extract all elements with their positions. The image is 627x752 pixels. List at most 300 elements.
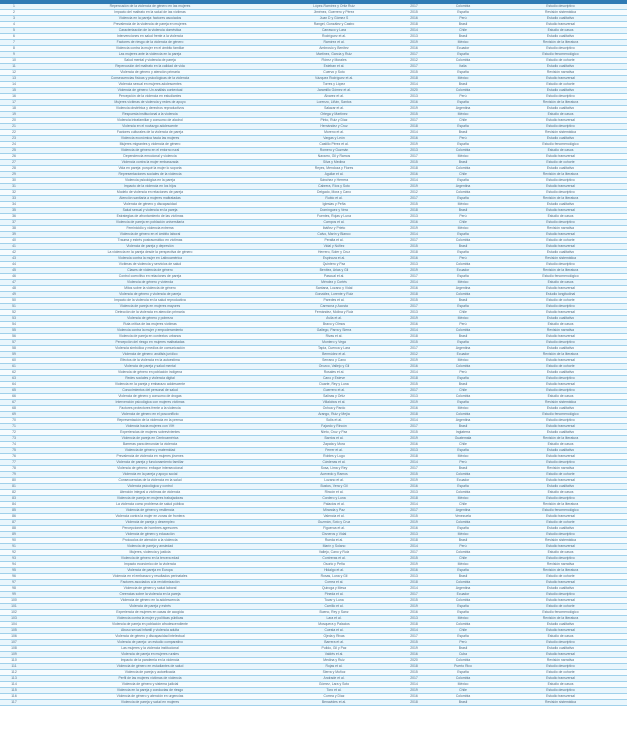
cell-country: Guatemala (432, 436, 494, 442)
cell-study-type: Revisión sistemática (494, 10, 627, 16)
cell-year: 2016 (396, 322, 432, 328)
cell-year: 2017 (396, 550, 432, 556)
cell-authors: Bueno, Rey y Sanz (272, 610, 396, 616)
cell-title: Violencia de género en estudiantes de salud (28, 664, 272, 670)
cell-title: Violencia de género y discapacidad (28, 202, 272, 208)
cell-title: Violencia en la pareja y apoyo social (28, 472, 272, 478)
cell-country: Ecuador (432, 268, 494, 274)
cell-year: 2012 (396, 190, 432, 196)
cell-number: 98 (0, 586, 28, 592)
cell-number: 52 (0, 310, 28, 316)
cell-year: 2014 (396, 418, 432, 424)
cell-number: 6 (0, 34, 28, 40)
cell-country: Brasil (432, 700, 494, 706)
cell-number: 107 (0, 640, 28, 646)
cell-number: 54 (0, 322, 28, 328)
cell-number: 77 (0, 460, 28, 466)
cell-authors: Cordero y Luna (272, 496, 396, 502)
cell-authors: Tovar y Luna (272, 598, 396, 604)
cell-year: 2013 (396, 34, 432, 40)
cell-year: 2017 (396, 274, 432, 280)
cell-authors: Cuervo y Soto (272, 70, 396, 76)
cell-number: 14 (0, 82, 28, 88)
cell-country: España (432, 670, 494, 676)
cell-title: Las mujeres y la violencia institucional (28, 646, 272, 652)
cell-number: 88 (0, 526, 28, 532)
cell-title: Mujeres migrantes y violencia de género (28, 142, 272, 148)
cell-study-type: Revisión narrativa (494, 658, 627, 664)
cell-year: 2013 (396, 148, 432, 154)
cell-year: 2016 (396, 568, 432, 574)
cell-number: 15 (0, 88, 28, 94)
cell-number: 27 (0, 160, 28, 166)
cell-country: Chile (432, 220, 494, 226)
cell-year: 2016 (396, 694, 432, 700)
cell-authors: Espinoza et al. (272, 256, 396, 262)
cell-number: 91 (0, 544, 28, 550)
cell-year: 2013 (396, 532, 432, 538)
cell-authors: Quintero y Paz (272, 262, 396, 268)
cell-year: 2019 (396, 226, 432, 232)
cell-authors: Arango, Ruiz y Mejía (272, 412, 396, 418)
cell-authors: Hernández y Cruz (272, 124, 396, 130)
cell-year: 2014 (396, 280, 432, 286)
cell-authors: González, Lorente y Ruiz (272, 292, 396, 298)
cell-authors: Vargas y León (272, 136, 396, 142)
cell-country: Perú (432, 214, 494, 220)
cell-year: 2019 (396, 184, 432, 190)
cell-title: Violencia de género y pobreza (28, 316, 272, 322)
cell-number: 4 (0, 22, 28, 28)
cell-authors: Juan D y Gómez S (272, 16, 396, 22)
cell-number: 26 (0, 154, 28, 160)
cell-study-type: Estudio cualitativo (494, 16, 627, 22)
cell-country: España (432, 634, 494, 640)
cell-study-type: Estudio descriptivo (494, 190, 627, 196)
cell-number: 1 (0, 4, 28, 10)
cell-title: Factores de riesgo de la violencia de género (28, 40, 272, 46)
cell-study-type: Estudio transversal (494, 118, 627, 124)
cell-title: Violencia de pareja y ansiedad (28, 544, 272, 550)
cell-title: Control coercitivo en relaciones de pareja (28, 274, 272, 280)
cell-authors: Rosas, Luna y Gil (272, 574, 396, 580)
cell-authors: Acevedo y Ramos (272, 472, 396, 478)
cell-study-type: Estudio transversal (494, 334, 627, 340)
cell-country: España (432, 10, 494, 16)
cell-title: Violencia de pareja y depresión (28, 244, 272, 250)
cell-title: La violencia como problema de salud pública (28, 502, 272, 508)
cell-title: Experiencia de mujeres en casas de acogida (28, 610, 272, 616)
cell-year: 2015 (396, 10, 432, 16)
cell-authors: Herrero, Soler y Cruz (272, 250, 396, 256)
cell-title: Experiencias de mujeres sobrevivientes (28, 430, 272, 436)
cell-country: España (432, 484, 494, 490)
cell-country: Perú (432, 640, 494, 646)
cell-study-type: Estudio de casos (494, 28, 627, 34)
cell-authors: Solís et al. (272, 418, 396, 424)
cell-year: 2017 (396, 154, 432, 160)
cell-title: Violencia de género: enfoque interseccional (28, 466, 272, 472)
cell-study-type: Estudio cualitativo (494, 346, 627, 352)
cell-study-type: Estudio cualitativo (494, 406, 627, 412)
cell-study-type: Revisión de la literatura (494, 172, 627, 178)
cell-study-type: Estudio cualitativo (494, 106, 627, 112)
cell-authors: Peralta et al. (272, 238, 396, 244)
cell-year: 2019 (396, 40, 432, 46)
cell-year: 2018 (396, 664, 432, 670)
cell-title: Intervención psicológica con mujeres víctimas (28, 400, 272, 406)
cell-title: Violencia de pareja en población afrodescendiente (28, 622, 272, 628)
cell-title: Violencia sexual en mujeres adolescentes (28, 82, 272, 88)
cell-number: 50 (0, 298, 28, 304)
cell-country: Italia (432, 64, 494, 70)
cell-title: Perfil de las mujeres víctimas de violencia (28, 676, 272, 682)
cell-authors: Vázquez Rodríguez et al. (272, 76, 396, 82)
cell-authors: Bravo y Olmos (272, 322, 396, 328)
cell-study-type: Revisión narrativa (494, 466, 627, 472)
cell-year: 2018 (396, 538, 432, 544)
cell-title: Redes sociales y violencia digital (28, 376, 272, 382)
cell-year: 2016 (396, 136, 432, 142)
cell-number: 81 (0, 484, 28, 490)
cell-country: Colombia (432, 472, 494, 478)
cell-number: 96 (0, 574, 28, 580)
cell-country: Brasil (432, 466, 494, 472)
cell-study-type: Estudio transversal (494, 76, 627, 82)
cell-authors: Quiroga y Mesa (272, 586, 396, 592)
cell-study-type: Estudio cualitativo (494, 202, 627, 208)
cell-title: Violencia de pareja en mujeres rurales (28, 652, 272, 658)
cell-study-type: Estudio descriptivo (494, 340, 627, 346)
cell-year: 2015 (396, 430, 432, 436)
cell-authors: Iglesias y Peña (272, 202, 396, 208)
cell-country: Argentina (432, 508, 494, 514)
cell-study-type: Estudio cualitativo (494, 430, 627, 436)
cell-study-type: Estudio transversal (494, 424, 627, 430)
cell-authors: Martínez, García y Ruiz (272, 52, 396, 58)
cell-title: Factores protectores frente a la violencia (28, 406, 272, 412)
cell-country: Chile (432, 502, 494, 508)
cell-title: Violencia contra la mujer y empoderamiento (28, 328, 272, 334)
cell-country: Argentina (432, 586, 494, 592)
cell-year: 2016 (396, 172, 432, 178)
cell-title: Salud mental y violencia de pareja (28, 58, 272, 64)
cell-authors: Salinas y Ortiz (272, 394, 396, 400)
cell-country: Colombia (432, 262, 494, 268)
cell-authors: Cárdenas et al. (272, 460, 396, 466)
cell-number: 103 (0, 616, 28, 622)
cell-number: 72 (0, 430, 28, 436)
table-row (0, 700, 627, 706)
cell-number: 23 (0, 136, 28, 142)
cell-study-type: Revisión sistemática (494, 130, 627, 136)
references-table (0, 4, 627, 706)
cell-study-type: Estudio cualitativo (494, 88, 627, 94)
cell-authors: Tapia, Cuenca y Lara (272, 346, 396, 352)
cell-study-type: Estudio fenomenológico (494, 610, 627, 616)
cell-authors: Navarro, Gil y Ramos (272, 154, 396, 160)
cell-country: Brasil (432, 22, 494, 28)
cell-study-type: Estudio de casos (494, 442, 627, 448)
cell-authors: Bustos, Vera y Gil (272, 484, 396, 490)
cell-year: 2017 (396, 304, 432, 310)
cell-study-type: Estudio transversal (494, 154, 627, 160)
cell-country: España (432, 400, 494, 406)
cell-authors: Salazar et al. (272, 106, 396, 112)
cell-study-type: Estudio transversal (494, 454, 627, 460)
cell-number: 106 (0, 634, 28, 640)
cell-country: Colombia (432, 148, 494, 154)
cell-number: 38 (0, 226, 28, 232)
cell-authors: Flórez y Morales (272, 58, 396, 64)
cell-study-type: Revisión sistemática (494, 700, 627, 706)
cell-year: 2016 (396, 526, 432, 532)
cell-study-type: Estudio cualitativo (494, 526, 627, 532)
cell-number: 102 (0, 610, 28, 616)
cell-country: Ecuador (432, 592, 494, 598)
cell-title: Intervenciones en salud frente a la violencia (28, 34, 272, 40)
cell-title: Violencia de pareja en mujeres trabajadoras (28, 496, 272, 502)
cell-year: 2017 (396, 424, 432, 430)
cell-authors: Álvarez et al. (272, 94, 396, 100)
cell-title: Violencia simbólica y medios de comunicación (28, 346, 272, 352)
cell-study-type: Estudio transversal (494, 310, 627, 316)
cell-authors: Vallejo, Cano y Ruiz (272, 550, 396, 556)
cell-country: México (432, 616, 494, 622)
cell-country: Argentina (432, 106, 494, 112)
cell-title: Violencia contra la mujer y políticas públicas (28, 616, 272, 622)
cell-country: Chile (432, 310, 494, 316)
cell-number: 35 (0, 208, 28, 214)
cell-authors: Pinto, Ruiz y Díaz (272, 118, 396, 124)
cell-country: Perú (432, 256, 494, 262)
cell-year: 2016 (396, 16, 432, 22)
cell-country: Argentina (432, 184, 494, 190)
cell-authors: Zapata y Mora (272, 442, 396, 448)
cell-year: 2017 (396, 388, 432, 394)
cell-study-type: Estudio descriptivo (494, 664, 627, 670)
cell-year: 2017 (396, 346, 432, 352)
cell-title: Vida en pareja: porqué la mujer lo soporta (28, 166, 272, 172)
cell-title: Violencia de género y educación (28, 532, 272, 538)
cell-title: Prevalencia de la violencia de pareja en mujeres (28, 22, 272, 28)
cell-authors: Guerrero et al. (272, 388, 396, 394)
cell-title: Violencia de género y vivienda (28, 280, 272, 286)
cell-year: 2019 (396, 400, 432, 406)
cell-title: Violencia de pareja en Centroamérica (28, 436, 272, 442)
cell-title: Percepción de la violencia en estudiantes (28, 94, 272, 100)
cell-country: España (432, 340, 494, 346)
cell-number: 59 (0, 352, 28, 358)
cell-title: Violencia de género y atención en urgencias (28, 694, 272, 700)
cell-year: 2014 (396, 370, 432, 376)
cell-number: 32 (0, 190, 28, 196)
cell-study-type: Estudio transversal (494, 232, 627, 238)
cell-year: 2019 (396, 268, 432, 274)
cell-year: 2015 (396, 340, 432, 346)
cell-study-type: Estudio cualitativo (494, 316, 627, 322)
cell-number: 40 (0, 238, 28, 244)
cell-number: 24 (0, 142, 28, 148)
cell-number: 45 (0, 268, 28, 274)
cell-country: Colombia (432, 238, 494, 244)
cell-title: Violencia de pareja y salud en mujeres (28, 700, 272, 706)
cell-year: 2019 (396, 478, 432, 484)
cell-country: Argentina (432, 418, 494, 424)
cell-number: 109 (0, 652, 28, 658)
cell-study-type: Estudio descriptivo (494, 460, 627, 466)
cell-authors: Valencia et al. (272, 514, 396, 520)
cell-title: La violencia en la pareja desde la perspectiva de género (28, 250, 272, 256)
cell-study-type: Estudio fenomenológico (494, 142, 627, 148)
cell-number: 74 (0, 442, 28, 448)
cell-year: 2014 (396, 130, 432, 136)
cell-title: Violencia de pareja y desempleo (28, 520, 272, 526)
cell-study-type: Estudio transversal (494, 652, 627, 658)
cell-authors: Reyes, Mendoza y Flores (272, 166, 396, 172)
cell-number: 97 (0, 580, 28, 586)
cell-year: 2019 (396, 604, 432, 610)
cell-number: 62 (0, 370, 28, 376)
cell-study-type: Estudio transversal (494, 184, 627, 190)
cell-country: España (432, 178, 494, 184)
cell-title: Detección de la violencia en atención primaria (28, 310, 272, 316)
cell-title: Abuso sexual infantil y violencia adulta (28, 628, 272, 634)
cell-study-type: Estudio descriptivo (494, 94, 627, 100)
cell-title: Violencia en la pareja y embarazo adolescente (28, 382, 272, 388)
cell-authors: Toro et al. (272, 688, 396, 694)
cell-authors: Bermúdez et al. (272, 352, 396, 358)
cell-title: Violencia económica hacia las mujeres (28, 136, 272, 142)
cell-authors: Lorenzo, Liñán, Santos (272, 100, 396, 106)
cell-number: 117 (0, 700, 28, 706)
cell-country: Colombia (432, 190, 494, 196)
cell-study-type: Estudio de cohorte (494, 58, 627, 64)
cell-country: Ecuador (432, 478, 494, 484)
cell-number: 34 (0, 202, 28, 208)
cell-study-type: Estudio cualitativo (494, 250, 627, 256)
cell-authors: Jiménez, Guerrero y Pérez (272, 10, 396, 16)
cell-title: Violencia de pareja en Europa (28, 568, 272, 574)
cell-number: 111 (0, 664, 28, 670)
cell-title: Impacto del maltrato en la salud de las víctimas (28, 10, 272, 16)
cell-country: Chile (432, 118, 494, 124)
cell-title: Violencia de pareja: un estudio comparativo (28, 640, 272, 646)
cell-study-type: Estudio descriptivo (494, 124, 627, 130)
cell-study-type: Estudio de casos (494, 148, 627, 154)
cell-number: 16 (0, 94, 28, 100)
cell-country: Ecuador (432, 46, 494, 52)
cell-authors: López-Ramírez y Ortiz Ruiz (272, 4, 396, 10)
cell-study-type: Estudio cualitativo (494, 448, 627, 454)
cell-authors: Mosquera y Palacios (272, 622, 396, 628)
cell-title: Representaciones sociales de la violencia (28, 172, 272, 178)
cell-country: Brasil (432, 298, 494, 304)
cell-year: 2014 (396, 628, 432, 634)
cell-number: 70 (0, 418, 28, 424)
cell-study-type: Estudio cualitativo (494, 622, 627, 628)
cell-number: 29 (0, 172, 28, 178)
cell-country: México (432, 280, 494, 286)
cell-number: 69 (0, 412, 28, 418)
cell-authors: Sosa, Lima y Rey (272, 466, 396, 472)
cell-country: Colombia (432, 4, 494, 10)
cell-year: 2015 (396, 640, 432, 646)
cell-authors: Esteban et al. (272, 64, 396, 70)
cell-authors: Santana, Lozano y Vidal (272, 286, 396, 292)
cell-year: 2012 (396, 58, 432, 64)
cell-year: 2016 (396, 406, 432, 412)
cell-study-type: Revisión narrativa (494, 226, 627, 232)
cell-study-type: Estudio transversal (494, 544, 627, 550)
cell-study-type: Revisión de la literatura (494, 40, 627, 46)
cell-country: Perú (432, 460, 494, 466)
cell-title: Violencia de pareja en mujeres mayores (28, 304, 272, 310)
cell-authors: Rivas et al. (272, 334, 396, 340)
cell-title: Impacto económico de la violencia (28, 562, 272, 568)
cell-number: 100 (0, 598, 28, 604)
cell-number: 83 (0, 496, 28, 502)
cell-number: 46 (0, 274, 28, 280)
cell-year: 2015 (396, 298, 432, 304)
cell-country: Brasil (432, 130, 494, 136)
cell-country: México (432, 406, 494, 412)
cell-study-type: Estudio de casos (494, 682, 627, 688)
cell-study-type: Estudio transversal (494, 208, 627, 214)
cell-number: 42 (0, 250, 28, 256)
cell-year: 2019 (396, 562, 432, 568)
cell-year: 2018 (396, 580, 432, 586)
cell-authors: Villalobos et al. (272, 400, 396, 406)
cell-title: Violencia de género en la adolescencia (28, 598, 272, 604)
cell-number: 22 (0, 130, 28, 136)
cell-country: Colombia (432, 58, 494, 64)
cell-country: Perú (432, 136, 494, 142)
cell-title: Violencia contra la mujer en el ámbito familiar (28, 46, 272, 52)
cell-year: 2014 (396, 682, 432, 688)
cell-title: Percepción del riesgo en mujeres maltratadas (28, 340, 272, 346)
cell-number: 60 (0, 358, 28, 364)
cell-study-type: Revisión narrativa (494, 562, 627, 568)
cell-authors: Ramírez et al. (272, 40, 396, 46)
cell-authors: Hidalgo et al. (272, 568, 396, 574)
cell-country: Brasil (432, 208, 494, 214)
cell-country: Brasil (432, 334, 494, 340)
cell-authors: Benavides et al. (272, 700, 396, 706)
cell-title: Violencia de pareja y estrés (28, 604, 272, 610)
cell-title: Prevalencia de violencia en mujeres jóvenes (28, 454, 272, 460)
cell-authors: Pineda et al. (272, 592, 396, 598)
cell-country: España (432, 232, 494, 238)
cell-number: 11 (0, 64, 28, 70)
cell-year: 2017 (396, 52, 432, 58)
cell-title: Violencia contra la mujer en zonas de frontera (28, 514, 272, 520)
cell-study-type: Estudio de casos (494, 322, 627, 328)
cell-country: España (432, 376, 494, 382)
cell-year: 2017 (396, 508, 432, 514)
cell-study-type: Estudio descriptivo (494, 640, 627, 646)
cell-authors: Paredes et al. (272, 298, 396, 304)
cell-title: Ruta crítica de las mujeres víctimas (28, 322, 272, 328)
cell-title: Violencia de género y sistema judicial (28, 682, 272, 688)
cell-country: Colombia (432, 88, 494, 94)
cell-title: Caracterización de la violencia doméstica (28, 28, 272, 34)
cell-number: 112 (0, 670, 28, 676)
cell-year: 2016 (396, 100, 432, 106)
cell-number: 31 (0, 184, 28, 190)
cell-number: 104 (0, 622, 28, 628)
cell-title: Violencia de género en la tercera edad (28, 556, 272, 562)
